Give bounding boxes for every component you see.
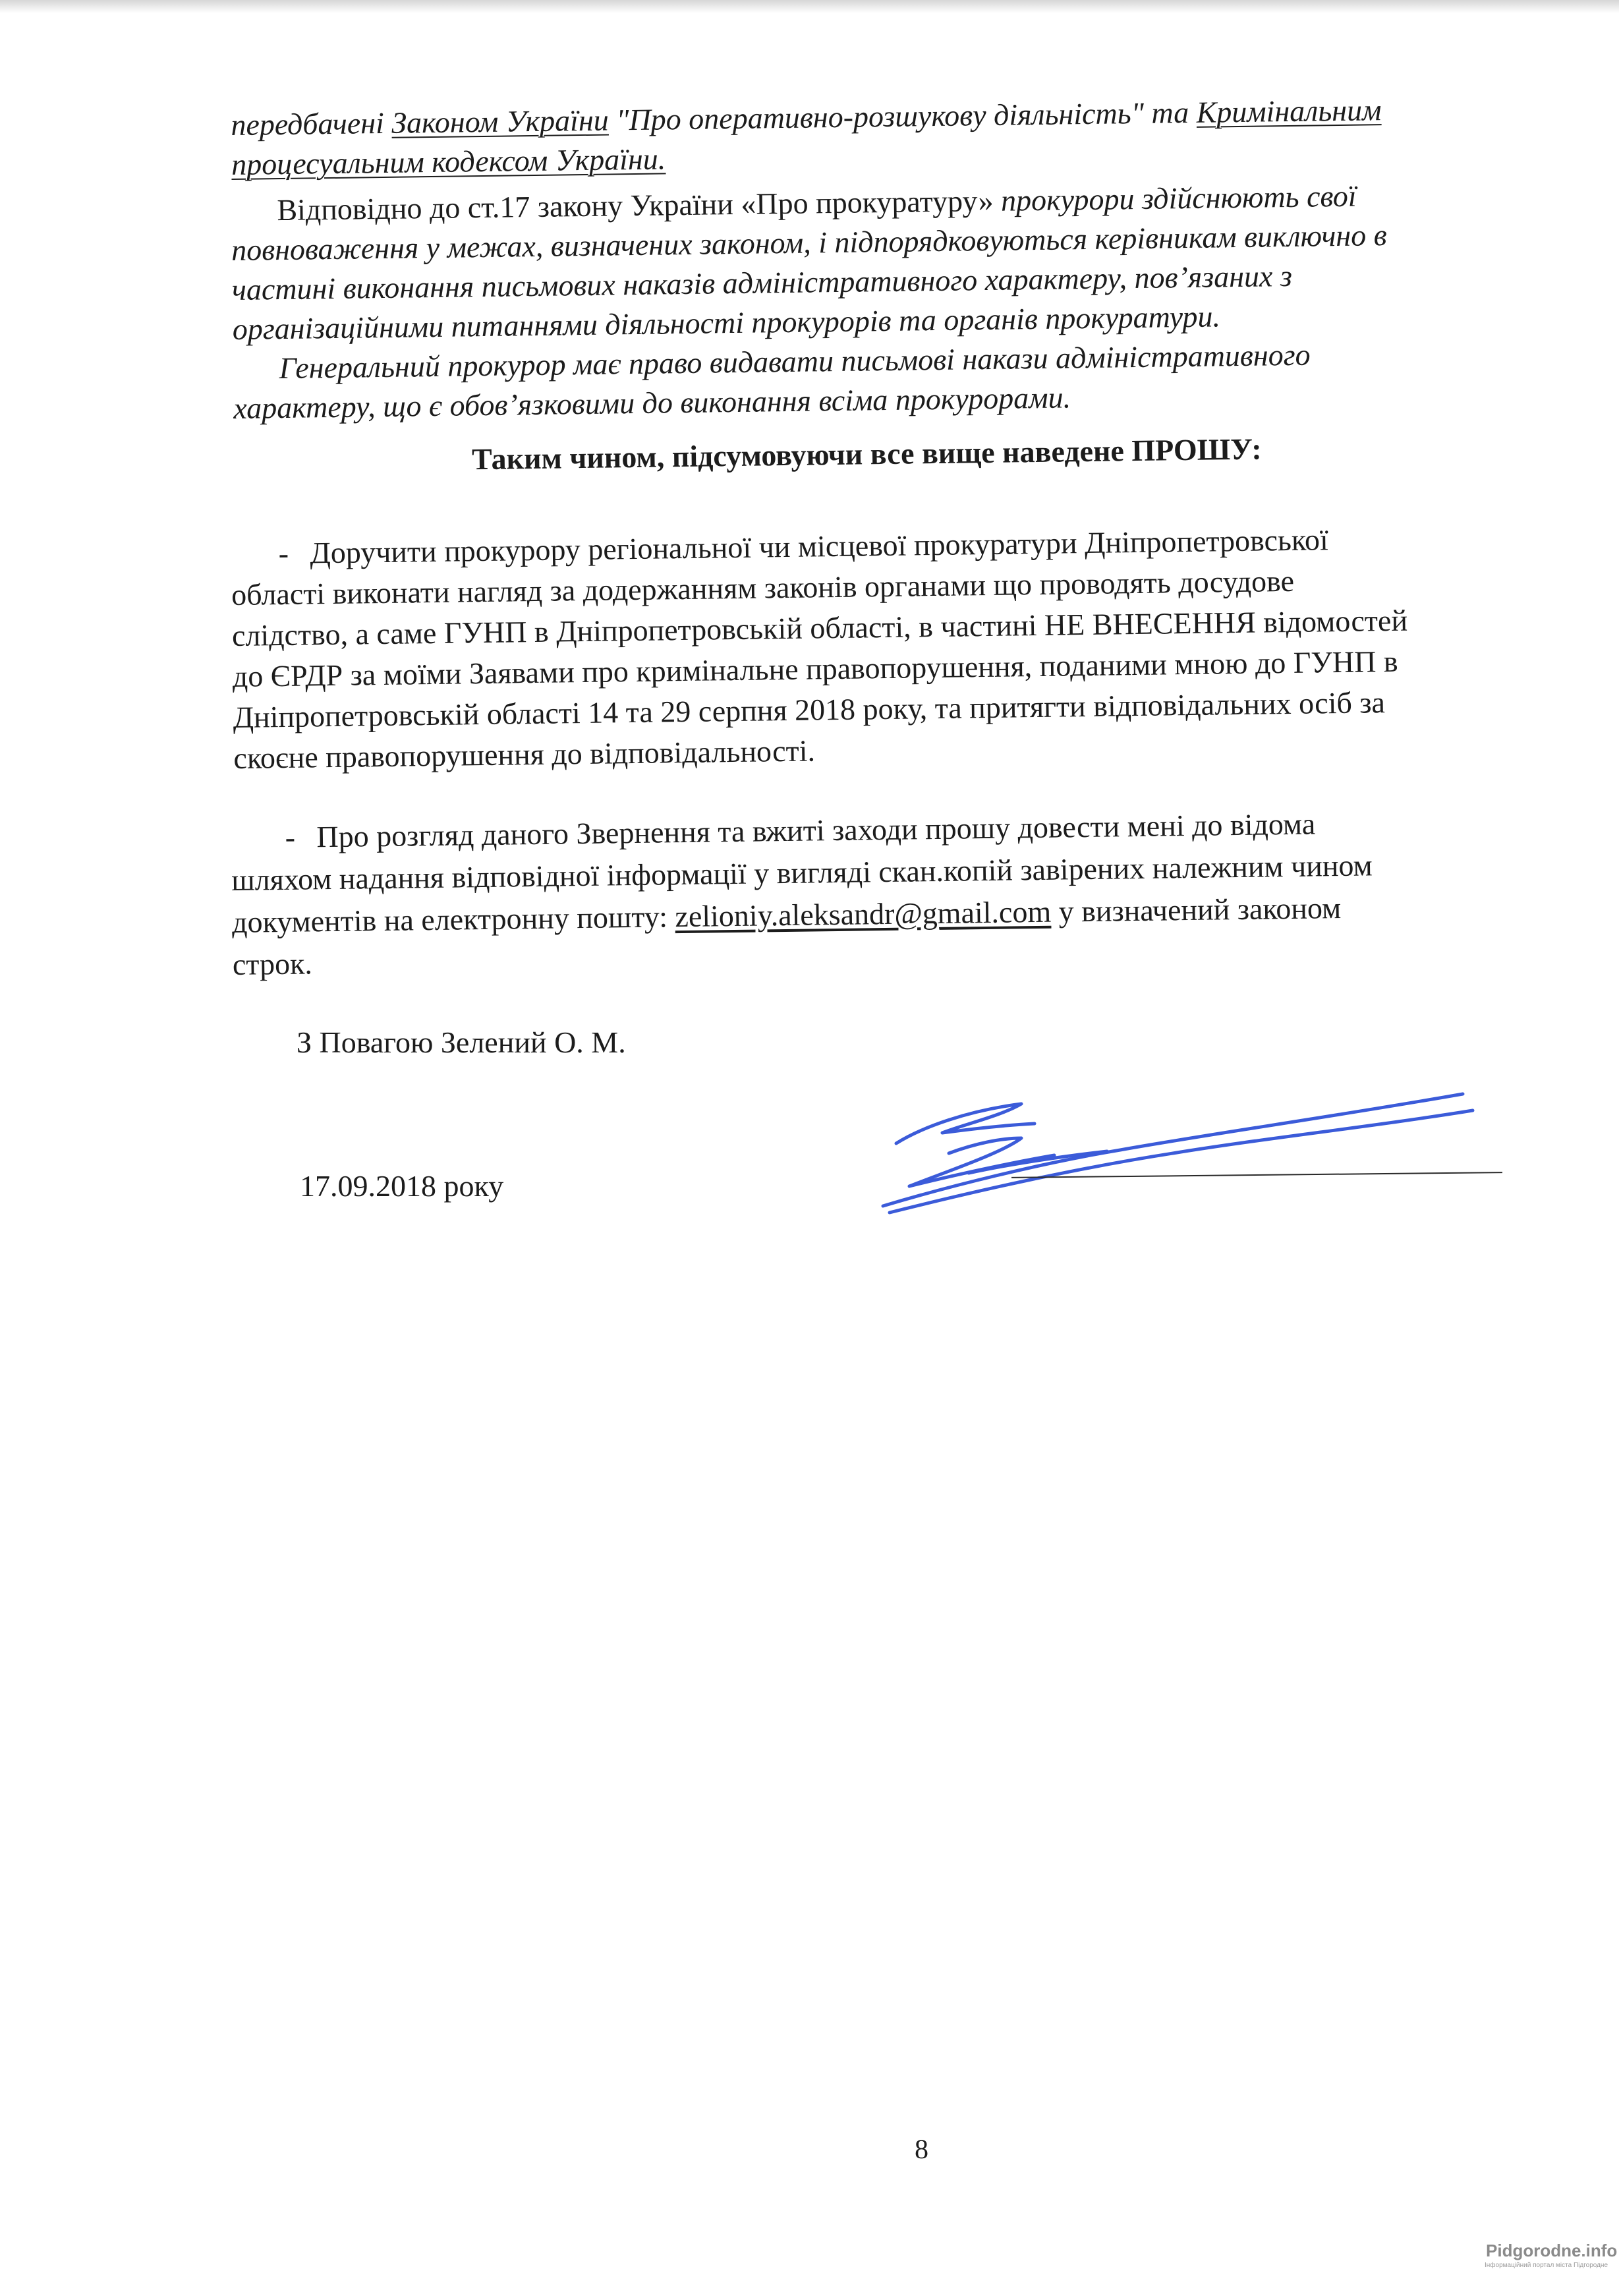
article17-lead: Відповідно до ст.17 закону України «Про прокуратуру» — [277, 183, 1002, 227]
request-item-1 — [231, 517, 1506, 779]
article17-paragraph — [231, 175, 1506, 428]
email-link[interactable]: zelioniy.aleksandr@gmail.com — [675, 894, 1052, 934]
intro-text-1: передбачені — [231, 105, 392, 142]
request-heading: Таким чином, підсумовуючи все вище наведене ПРОШУ: — [471, 432, 1262, 476]
law-link-ukraine: Законом України — [391, 103, 610, 140]
article17-line-4: організаційними питаннями діяльності прокурорів та органів прокуратури. — [232, 299, 1221, 346]
watermark-brand: Pidgorodne.info — [1486, 2241, 1618, 2260]
document-date: 17.09.2018 року — [300, 1169, 504, 1203]
request2-line-3-post: у визначений законом — [1050, 890, 1342, 929]
handwritten-signature — [870, 1064, 1489, 1222]
page-number: 8 — [914, 2134, 929, 2166]
dash-bullet-1: - — [278, 536, 289, 571]
criminal-code-link-1: Кримінальним — [1196, 93, 1382, 129]
request1-line-6: скоєне правопорушення до відповідальності. — [233, 733, 816, 775]
article17-line-3: частині виконання письмових наказів адміністративного характеру, пов’язаних з — [231, 258, 1293, 306]
criminal-code-link-2: процесуальним кодексом України. — [231, 142, 666, 181]
intro-text-2: "Про оперативно-розшукову діяльність" та — [608, 95, 1197, 137]
request2-line-2: шляхом надання відповідної інформації у вигляді скан.копій завірених належним чином — [231, 848, 1373, 897]
article17-tail: прокурори здійснюють свої — [1000, 179, 1357, 217]
article17-line-5: Генеральний прокурор має право видавати письмові накази адміністративного — [279, 337, 1311, 386]
watermark-tagline: Інформаційний портал міста Підгородне — [1485, 2262, 1608, 2269]
closing-signoff: З Повагою Зелений О. М. — [297, 1025, 626, 1059]
request2-line-4: строк. — [232, 946, 313, 981]
request2-line-1: Про розгляд даного Звернення та вжиті заходи прошу довести мені до відома — [316, 807, 1316, 854]
request1-line-5: Дніпропетровській області 14 та 29 серпня 2018 року, та притягти відповідальних осіб за — [233, 685, 1386, 734]
dash-bullet-2: - — [285, 820, 296, 854]
request1-line-2: області виконати нагляд за додержанням законів органами що проводять досудове — [231, 563, 1295, 612]
request1-line-4: до ЄРДР за моїми Заявами про кримінальне правопорушення, поданими мною до ГУНП в — [232, 644, 1398, 693]
intro-paragraph — [231, 89, 1503, 185]
article17-line-2: повноваження у межах, визначених законом, і підпорядковуються керівникам виключно в — [231, 218, 1387, 267]
scan-edge-shadow — [0, 0, 1619, 13]
request2-line-3-pre: документів на електронну пошту: — [231, 900, 675, 939]
article17-line-6: характеру, що є обов’язковими до виконання всіма прокурорами. — [233, 380, 1071, 425]
request1-line-1: Доручити прокурору регіональної чи місцевої прокуратури Дніпропетровської — [310, 523, 1329, 570]
request-item-2 — [231, 801, 1504, 986]
request1-line-3: слідство, а саме ГУНП в Дніпропетровській області, в частині НЕ ВНЕСЕННЯ відомостей — [231, 603, 1408, 652]
